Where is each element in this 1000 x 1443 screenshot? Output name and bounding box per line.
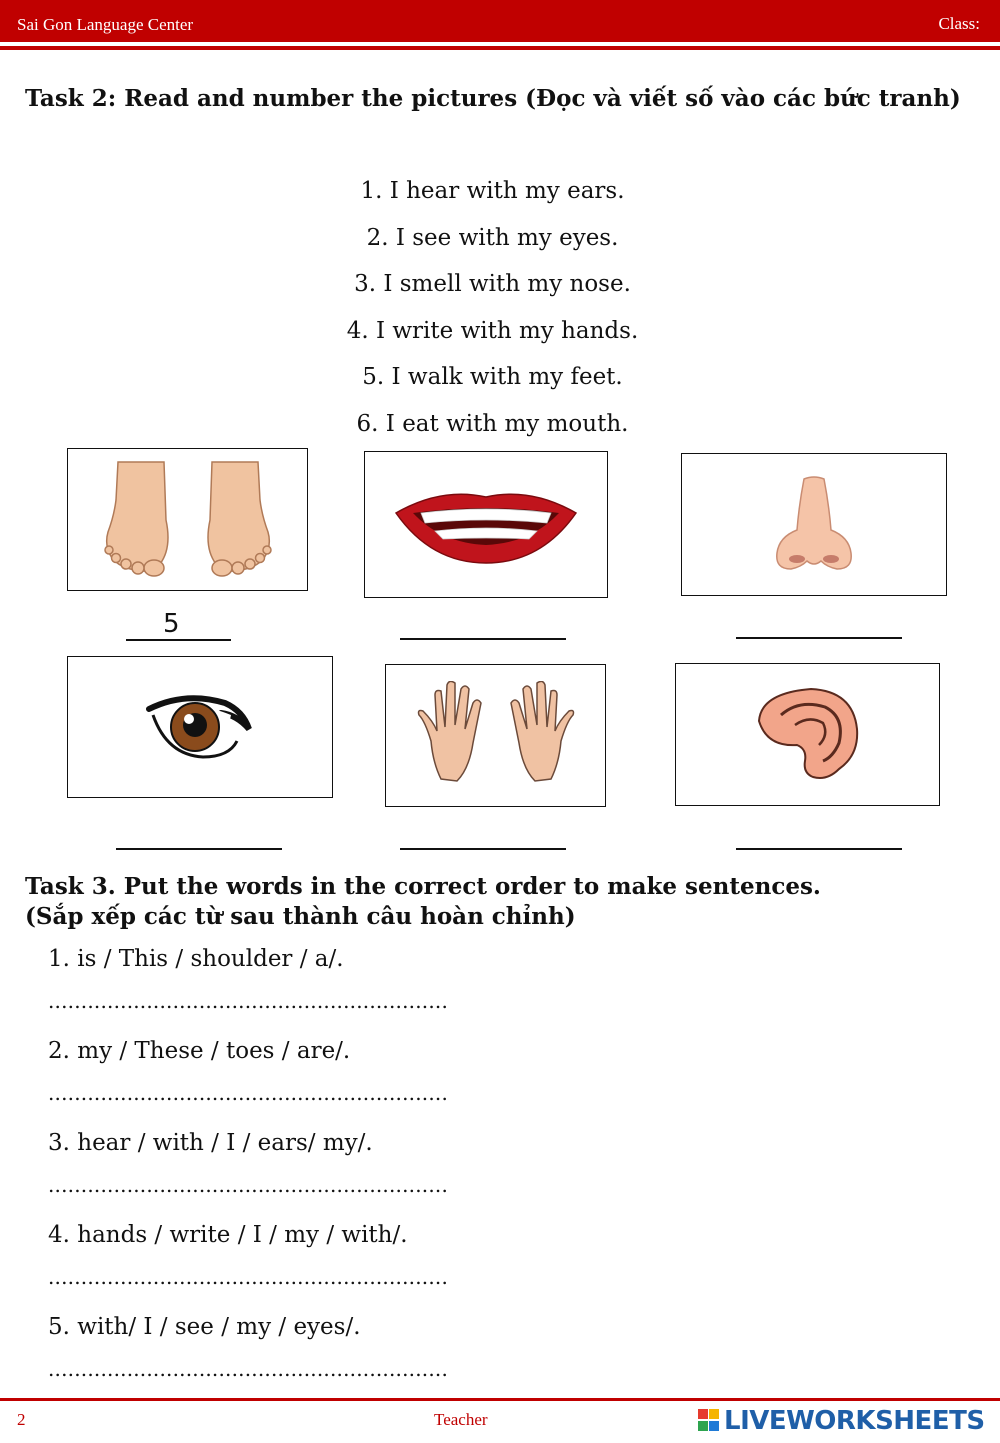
page-number: 2 bbox=[17, 1410, 26, 1429]
answer-line-feet bbox=[126, 639, 231, 641]
answer-line-eye bbox=[116, 848, 282, 850]
answer-line-ear bbox=[736, 848, 902, 850]
task3-title bbox=[25, 872, 985, 932]
task3-question: 3. hear / with / I / ears/ my/. bbox=[48, 1130, 373, 1156]
task3-title-line1: Task 3. Put the words in the correct order to make sentences. bbox=[25, 873, 821, 900]
teacher-label: Teacher bbox=[434, 1410, 488, 1429]
picture-nose bbox=[681, 453, 947, 596]
sentence-item: 5. I walk with my feet. bbox=[362, 364, 623, 390]
task3-answer-field[interactable]: ............................................................. bbox=[48, 1081, 449, 1105]
blocks-icon bbox=[698, 1409, 720, 1433]
picture-ear bbox=[675, 663, 940, 806]
task2-sentence-list bbox=[0, 168, 985, 447]
task3-title-line2: (Sắp xếp các từ sau thành câu hoàn chỉnh) bbox=[25, 903, 576, 930]
class-label: Class: bbox=[938, 14, 980, 33]
brand-name: LIVEWORKSHEETS bbox=[724, 1406, 985, 1436]
task3-answer-field[interactable]: ............................................................. bbox=[48, 989, 449, 1013]
ear-icon bbox=[753, 685, 863, 785]
hands-icon bbox=[411, 681, 581, 791]
picture-hands bbox=[385, 664, 606, 807]
mouth-icon bbox=[391, 485, 581, 565]
sentence-item: 1. I hear with my ears. bbox=[360, 178, 625, 204]
sentence-item: 6. I eat with my mouth. bbox=[356, 410, 629, 437]
sentence-item: 3. I smell with my nose. bbox=[354, 271, 631, 297]
footer-divider bbox=[0, 1398, 1000, 1401]
feet-icon bbox=[98, 460, 278, 580]
task3-question: 2. my / These / toes / are/. bbox=[48, 1038, 351, 1064]
answer-line-hands bbox=[400, 848, 566, 850]
school-name: Sai Gon Language Center bbox=[17, 15, 194, 34]
task3-item-list bbox=[48, 940, 748, 1400]
sentence-item: 4. I write with my hands. bbox=[346, 317, 639, 344]
answer-line-nose bbox=[736, 637, 902, 639]
answer-line-mouth bbox=[400, 638, 566, 640]
task3-question: 1. is / This / shoulder / a/. bbox=[48, 946, 344, 972]
picture-feet bbox=[67, 448, 308, 591]
picture-mouth bbox=[364, 451, 608, 598]
answer-feet[interactable]: 5 bbox=[163, 609, 180, 639]
eye-icon bbox=[145, 687, 255, 767]
task3-answer-field[interactable]: ............................................................. bbox=[48, 1357, 449, 1381]
task3-question: 4. hands / write / I / my / with/. bbox=[48, 1222, 408, 1248]
header-bar bbox=[0, 0, 1000, 42]
header-divider bbox=[0, 46, 1000, 50]
task3-question: 5. with/ I / see / my / eyes/. bbox=[48, 1314, 361, 1340]
task3-answer-field[interactable]: ............................................................. bbox=[48, 1173, 449, 1197]
liveworksheets-logo[interactable] bbox=[698, 1406, 985, 1436]
task3-answer-field[interactable]: ............................................................. bbox=[48, 1265, 449, 1289]
task2-title: Task 2: Read and number the pictures (Đọc và viết số vào các bức tranh) bbox=[25, 85, 961, 112]
nose-icon bbox=[769, 475, 859, 575]
sentence-item: 2. I see with my eyes. bbox=[366, 224, 619, 251]
picture-eye bbox=[67, 656, 333, 798]
